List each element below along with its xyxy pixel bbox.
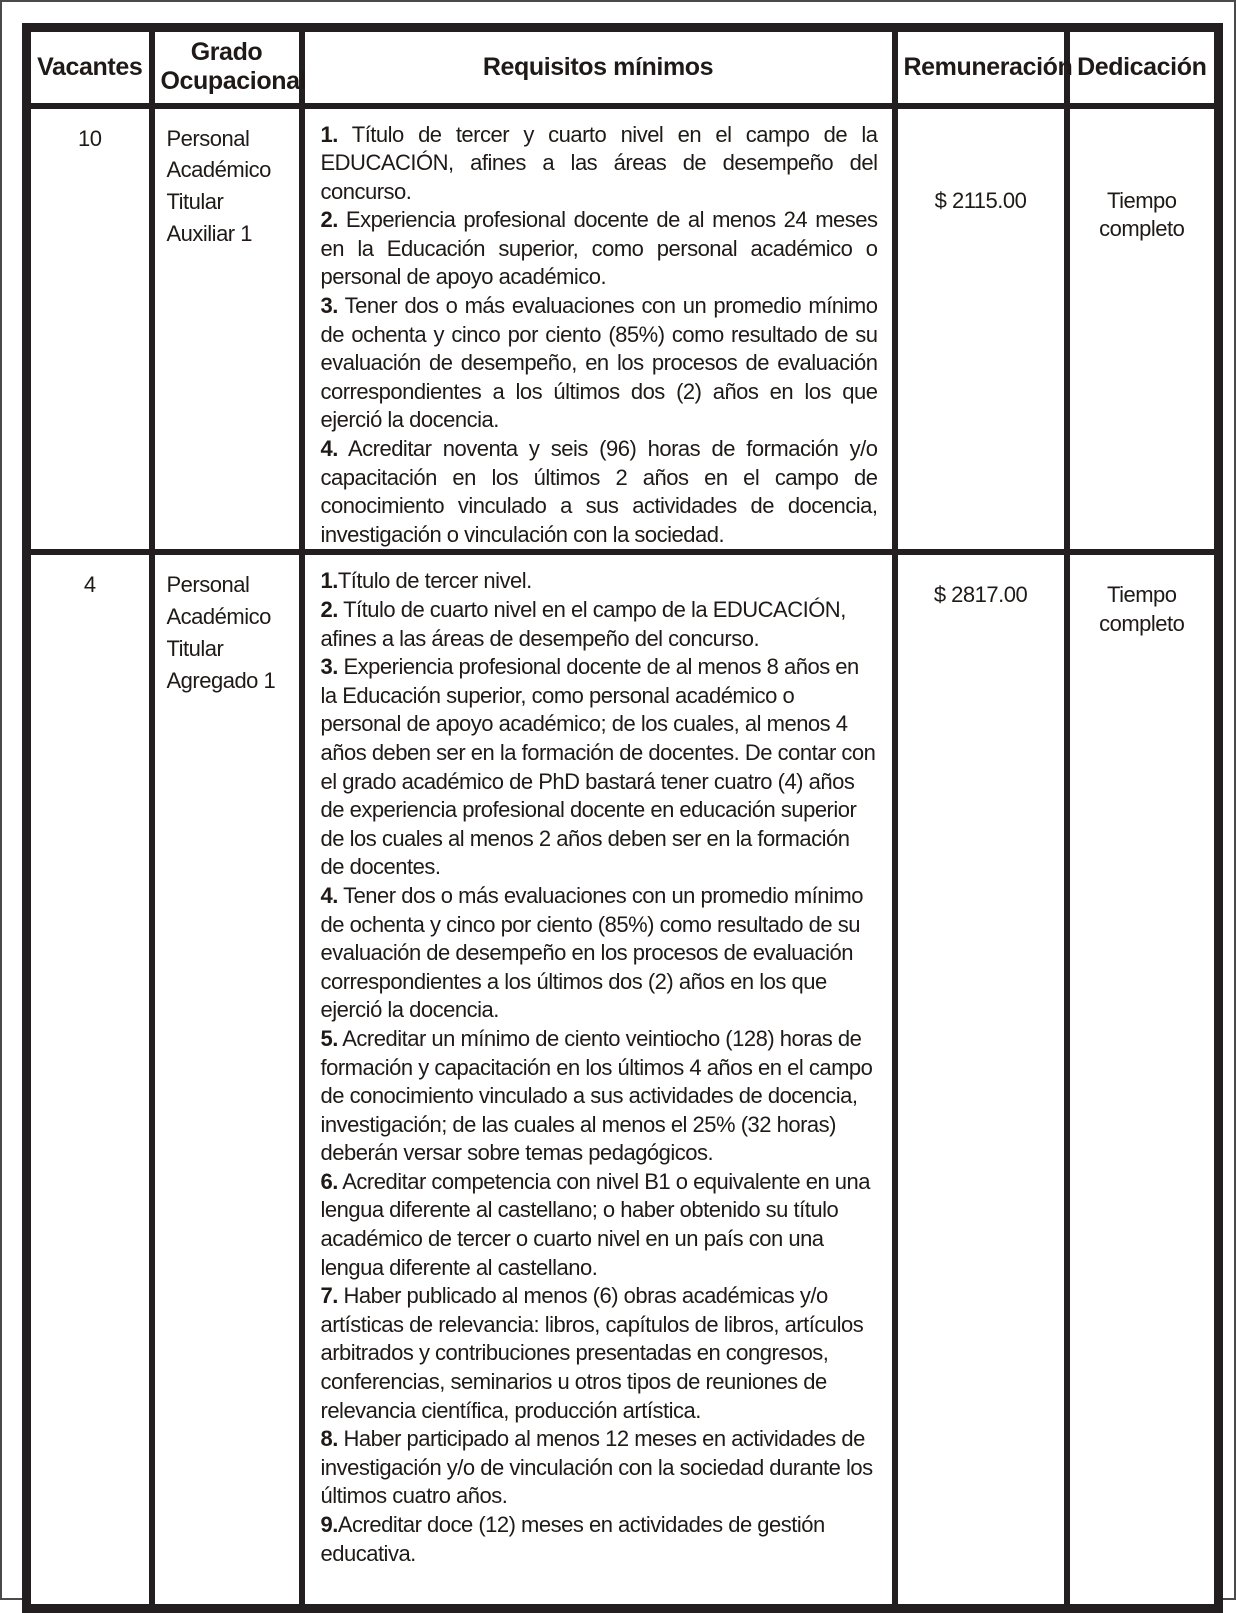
requisitos-list	[302, 552, 895, 1608]
requirement-item: 1.Título de tercer nivel.	[320, 568, 532, 594]
grado-ocupacional-value: Personal Académico Titular Agregado 1	[152, 552, 302, 1608]
table-row	[27, 552, 1219, 1608]
requirement-item: 2. Experiencia profesional docente de al menos 24 meses en la Educación superior, como personal académico o personal de apoyo académico.	[320, 207, 878, 290]
table-header-row	[27, 28, 1219, 106]
dedicacion-value: Tiempo completo	[1067, 106, 1219, 553]
requirement-item: 9.Acreditar doce (12) meses en actividades de gestión educativa.	[320, 1512, 825, 1566]
grado-ocupacional-value: Personal Académico Titular Auxiliar 1	[152, 106, 302, 553]
requirement-item: 3. Tener dos o más evaluaciones con un promedio mínimo de ochenta y cinco por ciento (85%) como resultado de su evaluación de desempeño, en los procesos de evaluación correspondientes a los últimos dos (2) años en los que ejerció la docencia.	[320, 293, 878, 433]
remuneracion-value: $ 2115.00	[895, 106, 1067, 553]
header-remuneracion: Remuneración	[895, 28, 1067, 106]
remuneracion-value: $ 2817.00	[895, 552, 1067, 1608]
dedicacion-value: Tiempo completo	[1067, 552, 1219, 1608]
requirement-item: 4. Acreditar noventa y seis (96) horas de formación y/o capacitación en los últimos 2 años en el campo de conocimiento vinculado a sus actividades de docencia, investigación o vinculación con la sociedad.	[320, 436, 878, 547]
header-grado-ocupacional: Grado Ocupacional	[152, 28, 302, 106]
vacantes-value: 10	[27, 106, 152, 553]
requirement-item: 4. Tener dos o más evaluaciones con un promedio mínimo de ochenta y cinco por ciento (85%) como resultado de su evaluación de desempeño en los procesos de evaluación correspondientes a los últimos dos (2) años en los que ejerció la docencia.	[320, 882, 863, 1023]
requirement-item: 6. Acreditar competencia con nivel B1 o equivalente en una lengua diferente al castellano; o haber obtenido su título académico de tercer o cuarto nivel en un país con una lengua diferente al castellano.	[320, 1168, 870, 1280]
requirement-item: 8. Haber participado al menos 12 meses en actividades de investigación y/o de vinculación con la sociedad durante los últimos cuatro años.	[320, 1426, 873, 1509]
requirement-item: 7. Haber publicado al menos (6) obras académicas y/o artísticas de relevancia: libros, capítulos de libros, artículos arbitrados y contribuciones presentadas en congresos, conferencias, seminarios u otros tipos de reuniones de relevancia científica, producción artística.	[320, 1283, 864, 1423]
requirement-item: 5. Acreditar un mínimo de ciento veintiocho (128) horas de formación y capacitación en los últimos 4 años en el campo de conocimiento vinculado a sus actividades de docencia, investigación; de las cuales al menos el 25% (32 horas) deberán versar sobre temas pedagógicos.	[320, 1025, 873, 1166]
header-requisitos-minimos: Requisitos mínimos	[302, 28, 895, 106]
vacantes-value: 4	[27, 552, 152, 1608]
requirement-item: 3. Experiencia profesional docente de al menos 8 años en la Educación superior, como personal académico o personal de apoyo académico; de los cuales, al menos 4 años deben ser en la formación de docentes. De contar con el grado académico de PhD bastará tener cuatro (4) años de experiencia profesional docente en educación superior de los cuales al menos 2 años deben ser en la formación de docentes.	[320, 654, 876, 880]
header-vacantes: Vacantes	[27, 28, 152, 106]
requisitos-list	[302, 106, 895, 553]
header-dedicacion: Dedicación	[1067, 28, 1219, 106]
table-row	[27, 106, 1219, 553]
vacancy-table	[22, 23, 1223, 1613]
requirement-item: 1. Título de tercer y cuarto nivel en el campo de la EDUCACIÓN, afines a las áreas de desempeño del concurso.	[320, 121, 878, 204]
requirement-item: 2. Título de cuarto nivel en el campo de la EDUCACIÓN, afines a las áreas de desempeño del concurso.	[320, 597, 846, 651]
